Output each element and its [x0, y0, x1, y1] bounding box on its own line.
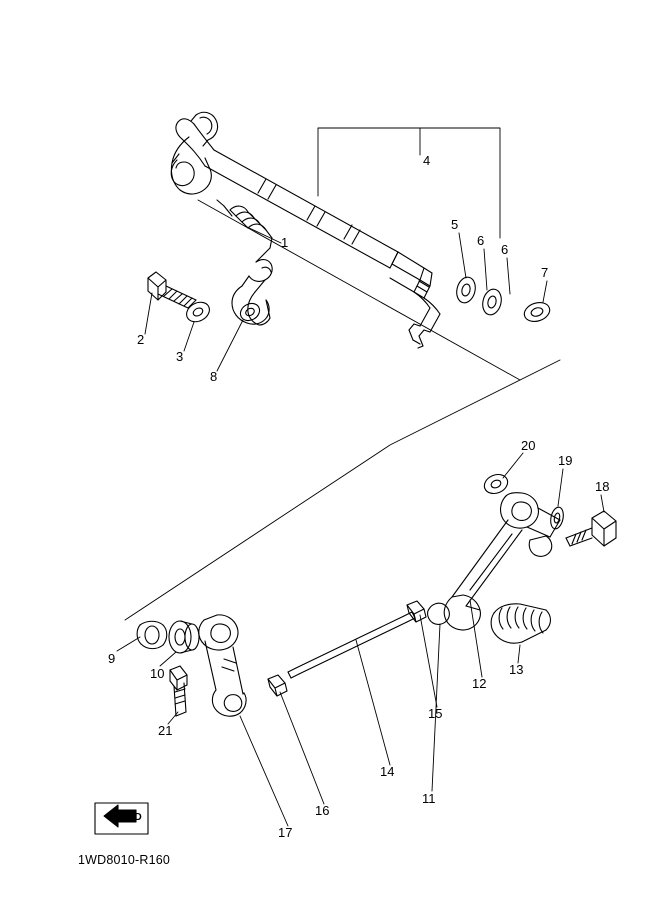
bolt-part-18	[566, 511, 616, 546]
callout-12: 12	[472, 676, 487, 691]
rod-joint-part-11	[428, 603, 450, 624]
washer-part-6b	[480, 287, 504, 317]
shift-rod-part-14	[288, 612, 415, 678]
callout-19: 19	[558, 453, 573, 468]
washer-part-20	[482, 471, 511, 497]
shift-arm-part-17	[199, 615, 246, 716]
washer-part-6a	[454, 275, 478, 305]
nut-part-16	[268, 675, 287, 696]
callout-9: 9	[108, 651, 116, 666]
shift-arm-part-5	[409, 292, 440, 348]
shift-shaft-part-4	[171, 112, 432, 298]
callout-18: 18	[595, 479, 610, 494]
callout-5: 5	[451, 217, 459, 232]
oil-seal-part-7	[522, 299, 552, 324]
stopper-lever-part-8	[232, 260, 272, 325]
stopper-bolt-part-2	[148, 272, 196, 308]
callout-3: 3	[176, 349, 184, 364]
callout-15: 15	[428, 706, 443, 721]
pedal-rubber-part-13	[491, 604, 550, 643]
callout-11: 11	[422, 791, 436, 806]
callout-2: 2	[137, 332, 145, 347]
callout-16: 16	[315, 803, 330, 818]
callout-6a: 6	[477, 233, 485, 248]
collar-part-10	[169, 621, 199, 653]
callout-7: 7	[541, 265, 549, 280]
leader-lines	[117, 128, 604, 826]
callout-1: 1	[281, 235, 289, 250]
callout-13: 13	[509, 662, 524, 677]
callout-6b: 6	[501, 242, 509, 257]
callout-14: 14	[380, 764, 395, 779]
fwd-label: FWD	[119, 812, 142, 823]
bearing-part-9	[137, 621, 167, 648]
callout-8: 8	[210, 369, 218, 384]
callout-20: 20	[521, 438, 536, 453]
diagram-code: 1WD8010-R160	[78, 853, 171, 867]
return-spring-part-1	[217, 200, 272, 262]
callout-21: 21	[158, 723, 173, 738]
bolt-part-21	[170, 666, 187, 716]
nut-part-15	[407, 601, 426, 622]
callout-10: 10	[150, 666, 165, 681]
callout-17: 17	[278, 825, 293, 840]
callout-4: 4	[423, 153, 431, 168]
